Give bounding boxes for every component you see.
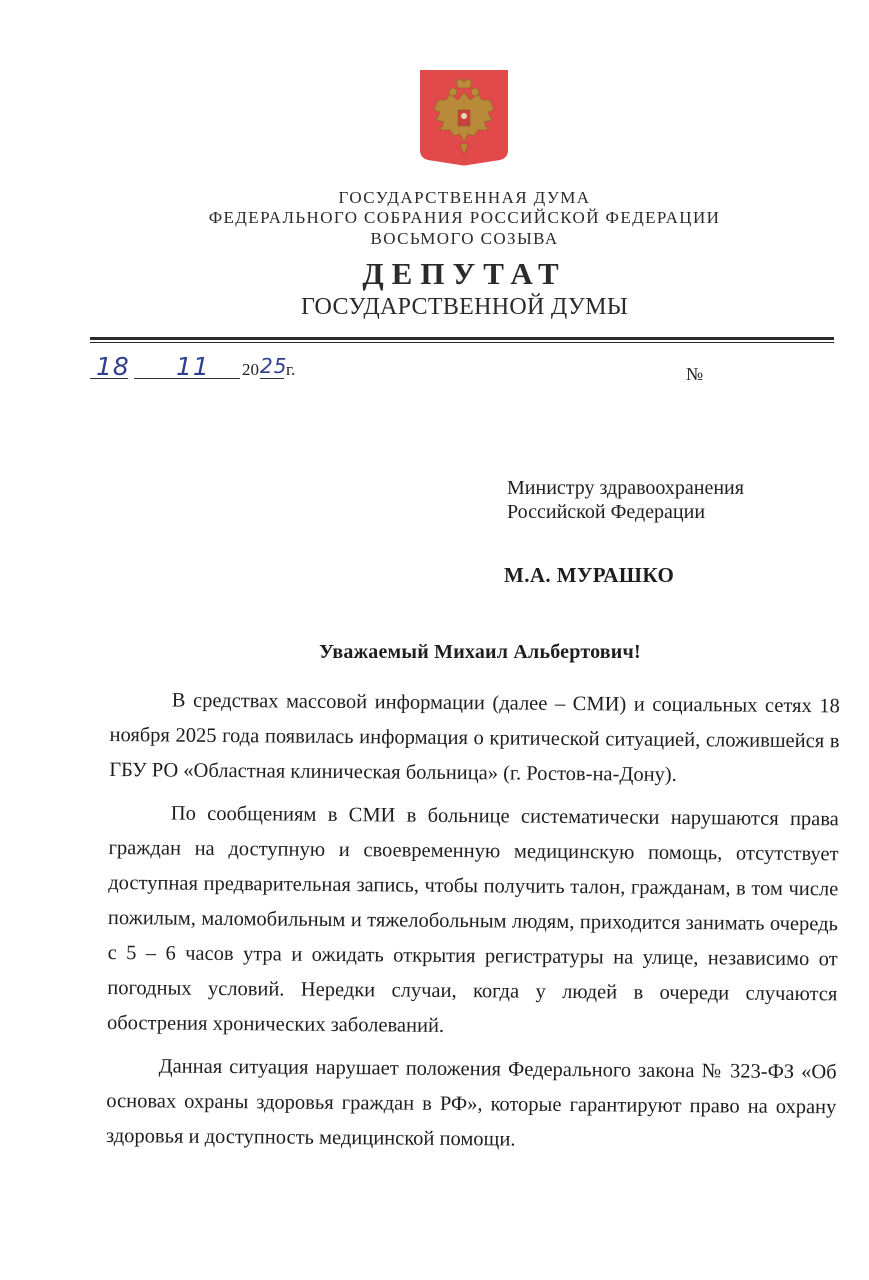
salutation: Уважаемый Михаил Альбертович! xyxy=(319,641,641,663)
addressee-block xyxy=(507,476,744,524)
letter-body xyxy=(106,683,840,1168)
registration-date xyxy=(90,354,320,384)
date-day: 18 xyxy=(96,352,130,381)
letterhead-title: ДЕПУТАТ xyxy=(362,256,567,291)
russian-coat-of-arms-emblem-icon xyxy=(420,70,508,166)
header-divider-thin xyxy=(90,342,834,343)
addressee-line-1: Министру здравоохранения xyxy=(507,477,744,499)
letterhead-line-1: ГОСУДАРСТВЕННАЯ ДУМА xyxy=(338,188,591,207)
letter-paragraph: Данная ситуация нарушает положения Федерального закона № 323-ФЗ «Об основах охраны здоровья граждан в РФ», которые гарантируют право на охрану здоровья и доступность медицинской помощи. xyxy=(105,1055,837,1151)
date-year-prefix: 20 xyxy=(242,360,259,379)
year-underline xyxy=(260,378,284,379)
date-month: 11 xyxy=(176,352,210,381)
header-divider-thick xyxy=(90,337,834,340)
registration-number-label: № xyxy=(686,364,704,384)
letter-paragraph: По сообщениям в СМИ в больнице систематически нарушаются права граждан на доступную и своевременную медицинскую помощь, отсутствует доступная предварительная запись, чтобы получить талон, гражданам, в том числе пожилым, маломобильным и тяжелобольным людям, приходится занимать очередь с 5 – 6 часов утра и ожидать открытия регистратуры на улице, независимо от погодных условий. Нередки случаи, когда у людей в очереди случаются обострения хронических заболеваний. xyxy=(106,802,839,1037)
addressee-line-2: Российской Федерации xyxy=(507,501,706,523)
date-year-mark: г. xyxy=(286,360,296,379)
letterhead-subtitle: ГОСУДАРСТВЕННОЙ ДУМЫ xyxy=(300,294,629,320)
letter-paragraph: В средствах массовой информации (далее – СМИ) и социальных сетях 18 ноября 2025 года появилась информация о критической ситуацией, сложившейся в ГБУ РО «Областная клиническая больница» (г. Ростов-на-Дону). xyxy=(109,689,840,786)
letterhead-line-3: ВОСЬМОГО СОЗЫВА xyxy=(370,229,559,248)
date-year-suffix: 25 xyxy=(260,354,288,378)
letterhead-line-2: ФЕДЕРАЛЬНОГО СОБРАНИЯ РОССИЙСКОЙ ФЕДЕРАЦИИ xyxy=(208,208,721,227)
addressee-name: М.А. МУРАШКО xyxy=(504,563,675,587)
